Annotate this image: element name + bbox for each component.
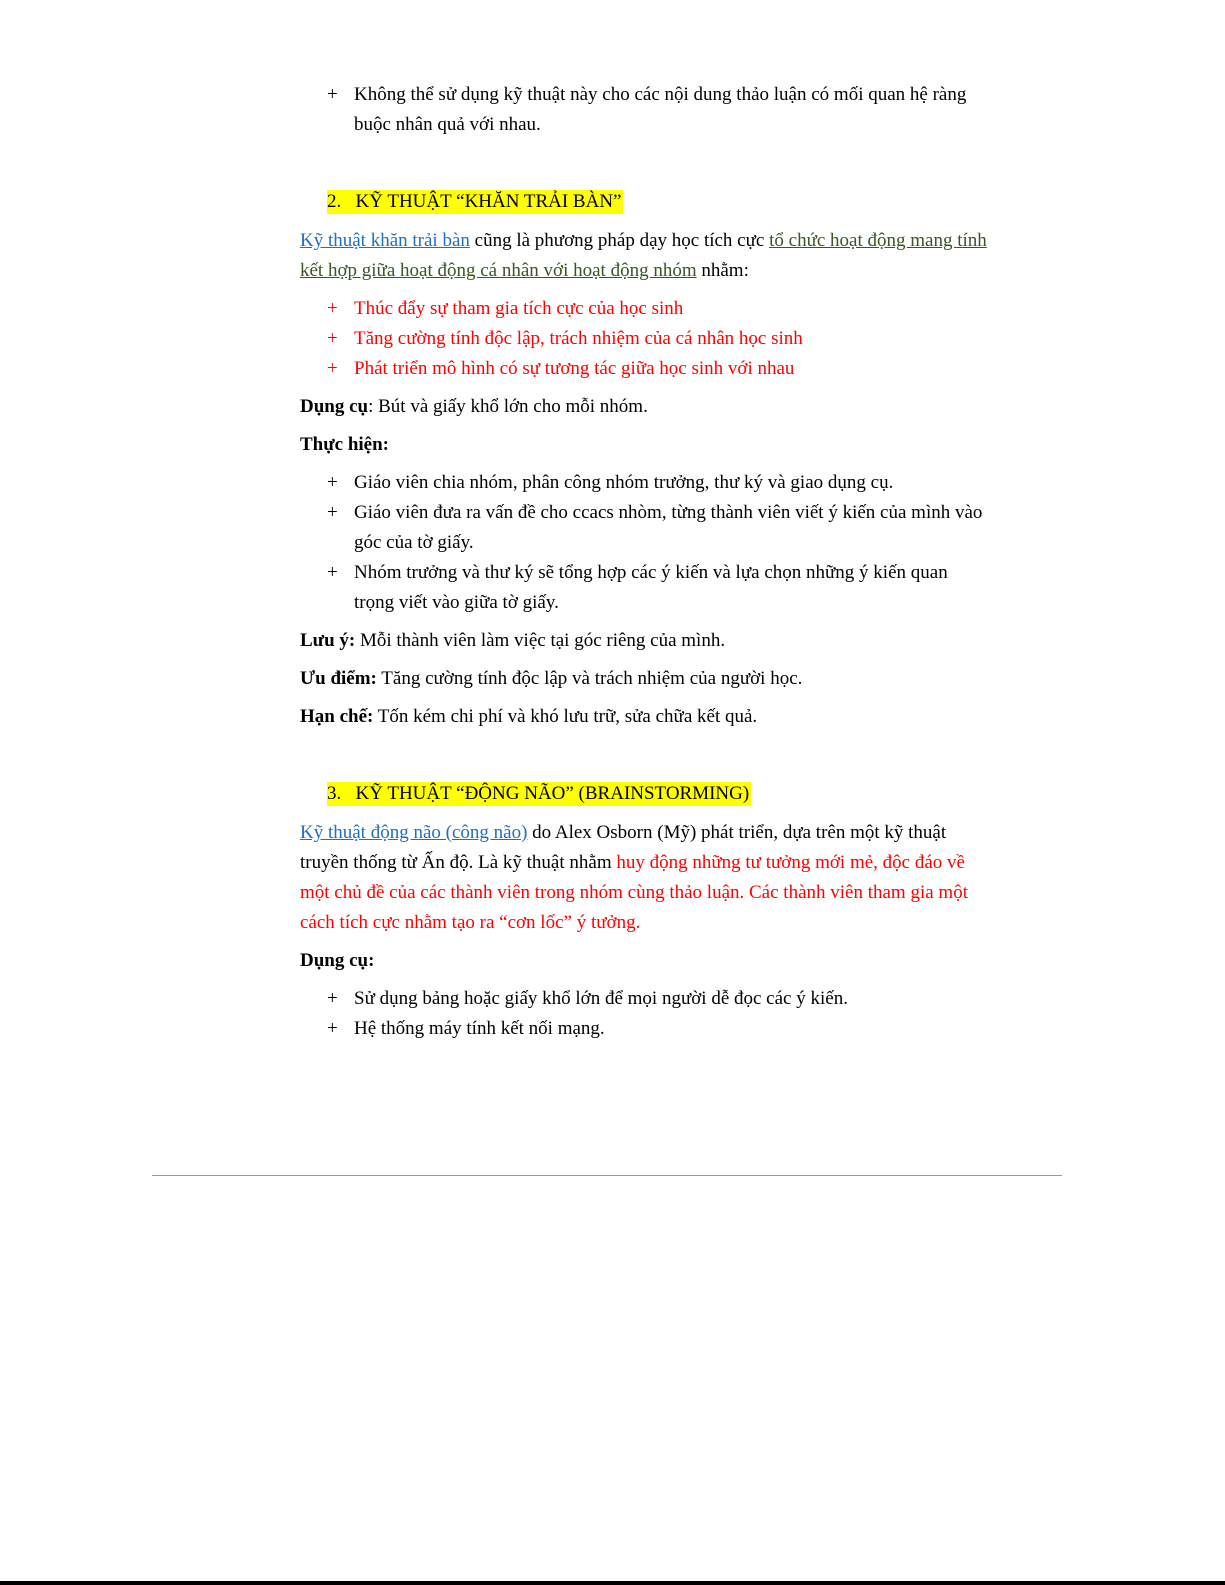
tools-list <box>300 984 1010 1044</box>
intro-text: nhằm: <box>696 260 749 281</box>
plus-bullet-icon: + <box>327 502 338 523</box>
intro-green-link[interactable]: tổ chức hoạt động mang tính <box>769 230 987 251</box>
cons-text: Tốn kém chi phí và khó lưu trữ, sửa chữa kết quả. <box>373 706 758 727</box>
intro-link[interactable]: Kỹ thuật khăn trải bàn <box>300 230 470 251</box>
list-item <box>300 324 1010 354</box>
intro-text: truyền thống từ Ấn độ. Là kỹ thuật nhằm <box>300 852 617 873</box>
intro-red-text: cách tích cực nhằm tạo ra “cơn lốc” ý tưởng. <box>300 912 641 933</box>
list-item-text: Tăng cường tính độc lập, trách nhiệm của cá nhân học sinh <box>354 328 803 349</box>
note-text: Mỗi thành viên làm việc tại góc riêng của mình. <box>355 630 726 651</box>
list-item-text: Sử dụng bảng hoặc giấy khổ lớn để mọi người dễ đọc các ý kiến. <box>354 988 848 1009</box>
page-divider <box>152 1175 1062 1176</box>
list-item-text: Phát triển mô hình có sự tương tác giữa học sinh với nhau <box>354 358 795 379</box>
page-bottom-edge <box>0 1581 1225 1585</box>
list-item-text: Hệ thống máy tính kết nối mạng. <box>354 1018 605 1039</box>
intro-green-link[interactable]: kết hợp giữa hoạt động cá nhân với hoạt động nhóm <box>300 260 697 281</box>
list-item-text: Giáo viên đưa ra vấn đề cho ccacs nhòm, từng thành viên viết ý kiến của mình vào <box>354 502 983 523</box>
intro-text: do Alex Osborn (Mỹ) phát triển, dựa trên một kỹ thuật <box>527 822 947 843</box>
list-item <box>300 498 1010 558</box>
section-heading-3 <box>300 780 1010 808</box>
pros-label: Ưu điểm: <box>300 668 377 689</box>
note-label: Lưu ý: <box>300 630 356 651</box>
highlighted-heading <box>327 782 751 806</box>
list-item <box>300 468 1010 498</box>
list-item-text: Giáo viên chia nhóm, phân công nhóm trưởng, thư ký và giao dụng cụ. <box>354 472 894 493</box>
plus-bullet-icon: + <box>327 358 338 379</box>
list-item <box>300 984 1010 1014</box>
pros-paragraph <box>300 664 1010 694</box>
plus-bullet-icon: + <box>327 328 338 349</box>
list-item-text: trọng viết vào giữa tờ giấy. <box>354 592 559 613</box>
steps-list <box>300 468 1010 618</box>
list-item-text: Thúc đẩy sự tham gia tích cực của học sinh <box>354 298 684 319</box>
heading-number: 2. <box>327 191 342 212</box>
list-item-text: Không thể sử dụng kỹ thuật này cho các nội dung thảo luận có mối quan hệ ràng <box>354 84 967 105</box>
list-item <box>300 80 1010 140</box>
plus-bullet-icon: + <box>327 988 338 1009</box>
steps-label <box>300 430 1010 460</box>
heading-text: KỸ THUẬT “KHĂN TRẢI BÀN” <box>355 191 622 212</box>
list-item-text: góc của tờ giấy. <box>354 532 474 553</box>
list-item-text: buộc nhân quả với nhau. <box>354 114 541 135</box>
heading-number: 3. <box>327 783 342 804</box>
document-body <box>300 80 1010 1044</box>
section3-intro <box>300 818 1010 938</box>
steps-label-text: Thực hiện: <box>300 434 389 455</box>
list-item <box>300 354 1010 384</box>
list-item-text: Nhóm trưởng và thư ký sẽ tổng hợp các ý kiến và lựa chọn những ý kiến quan <box>354 562 948 583</box>
goals-list <box>300 294 1010 384</box>
plus-bullet-icon: + <box>327 472 338 493</box>
cons-label: Hạn chế: <box>300 706 374 727</box>
heading-text: KỸ THUẬT “ĐỘNG NÃO” (BRAINSTORMING) <box>355 783 750 804</box>
list-item <box>300 1014 1010 1044</box>
plus-bullet-icon: + <box>327 298 338 319</box>
section-heading-2 <box>300 188 1010 216</box>
intro-red-text: một chủ đề của các thành viên trong nhóm cùng thảo luận. Các thành viên tham gia một <box>300 882 968 903</box>
tools-label: Dụng cụ: <box>300 950 375 971</box>
plus-bullet-icon: + <box>327 1018 338 1039</box>
tools-paragraph <box>300 392 1010 422</box>
list-item <box>300 558 1010 618</box>
pros-text: Tăng cường tính độc lập và trách nhiệm của người học. <box>376 668 803 689</box>
intro-link[interactable]: Kỹ thuật động não (công não) <box>300 822 528 843</box>
plus-bullet-icon: + <box>327 562 338 583</box>
tools-text: : Bút và giấy khổ lớn cho mỗi nhóm. <box>368 396 648 417</box>
cons-paragraph <box>300 702 1010 732</box>
list-item <box>300 294 1010 324</box>
plus-bullet-icon: + <box>327 84 338 105</box>
intro-red-text: huy động những tư tưởng mới mẻ, độc đáo về <box>616 852 965 873</box>
intro-text: cũng là phương pháp dạy học tích cực <box>469 230 770 251</box>
section2-intro <box>300 226 1010 286</box>
tools-label: Dụng cụ <box>300 396 369 417</box>
note-paragraph <box>300 626 1010 656</box>
tools-label-paragraph <box>300 946 1010 976</box>
highlighted-heading <box>327 190 623 214</box>
